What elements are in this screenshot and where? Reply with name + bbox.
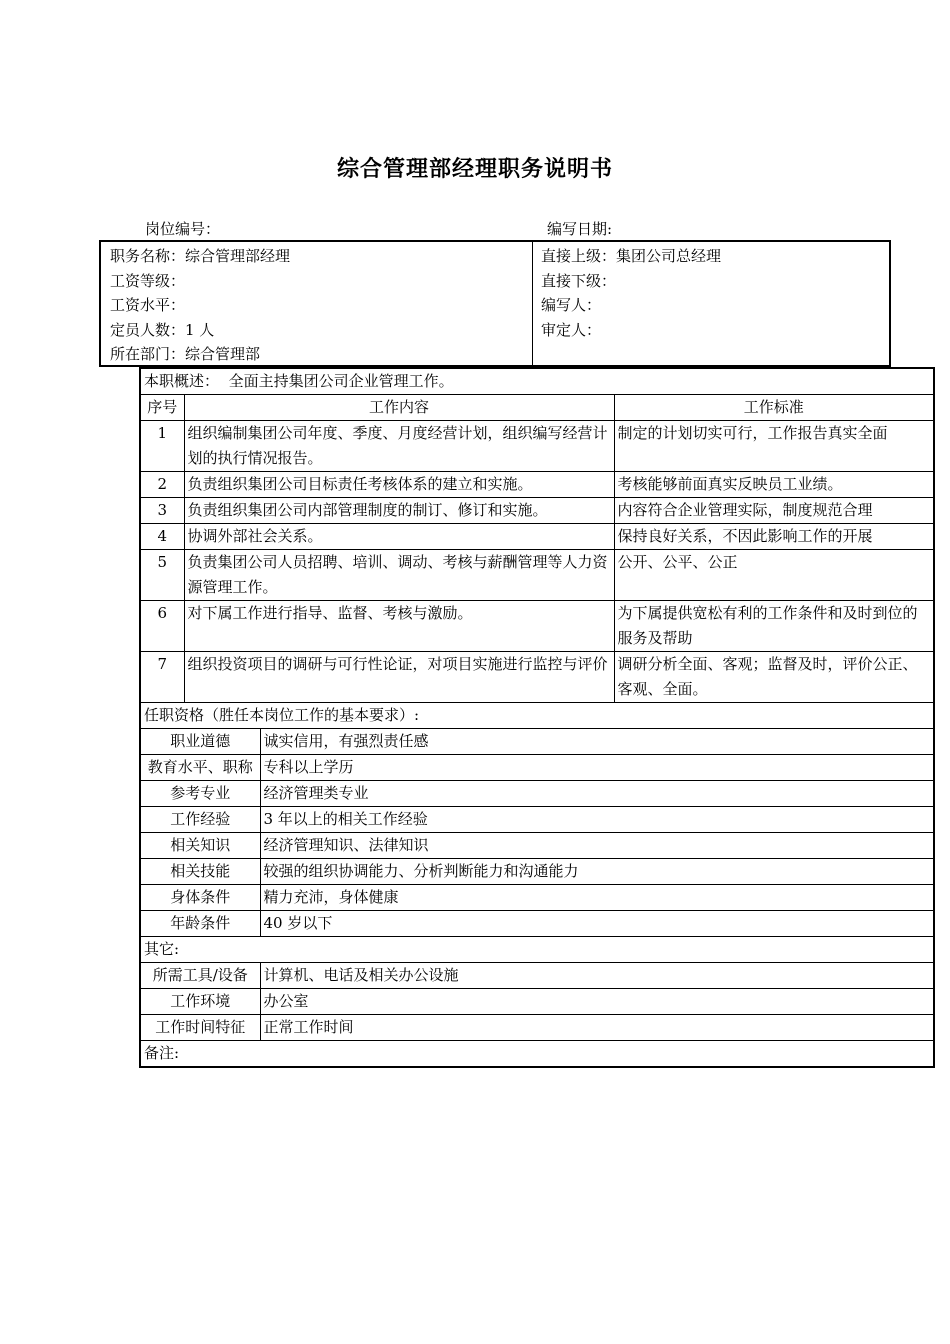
headcount-field: 定员人数：1 人	[110, 320, 215, 339]
duty-standard: 公开、公平、公正	[614, 550, 934, 601]
duty-row	[140, 524, 934, 550]
header-info-box	[99, 240, 891, 367]
qualification-value: 精力充沛，身体健康	[260, 885, 934, 911]
remarks-row	[140, 1041, 934, 1068]
direct-subordinate-field: 直接下级：	[541, 271, 617, 290]
duty-standard: 制定的计划切实可行，工作报告真实全面	[614, 421, 934, 472]
qualification-row	[140, 911, 934, 937]
col-header-content: 工作内容	[184, 395, 614, 421]
approver-field: 审定人：	[541, 320, 602, 339]
job-description-table	[139, 367, 935, 1068]
other-value: 正常工作时间	[260, 1015, 934, 1041]
other-row	[140, 1015, 934, 1041]
duty-number: 4	[140, 524, 184, 550]
duty-row	[140, 601, 934, 652]
qualification-row	[140, 807, 934, 833]
duty-row	[140, 472, 934, 498]
post-number-label: 岗位编号：	[145, 220, 221, 238]
duty-standard: 调研分析全面、客观；监督及时，评价公正、客观、全面。	[614, 652, 934, 703]
qualification-row	[140, 755, 934, 781]
duty-content: 组织投资项目的调研与可行性论证，对项目实施进行监控与评价	[184, 652, 614, 703]
salary-grade-field: 工资等级：	[110, 271, 186, 290]
duty-number: 2	[140, 472, 184, 498]
duty-standard: 考核能够前面真实反映员工业绩。	[614, 472, 934, 498]
duty-content: 负责组织集团公司内部管理制度的制订、修订和实施。	[184, 498, 614, 524]
summary-cell	[140, 368, 934, 395]
qualification-value: 经济管理知识、法律知识	[260, 833, 934, 859]
other-label: 工作时间特征	[140, 1015, 260, 1041]
other-row	[140, 989, 934, 1015]
col-header-no: 序号	[140, 395, 184, 421]
header-left-column	[101, 242, 533, 365]
qualifications-heading-row	[140, 703, 934, 729]
qualification-label: 年龄条件	[140, 911, 260, 937]
other-value: 办公室	[260, 989, 934, 1015]
direct-superior-field: 直接上级：集团公司总经理	[541, 247, 722, 265]
qualification-value: 较强的组织协调能力、分析判断能力和沟通能力	[260, 859, 934, 885]
qualification-value: 3 年以上的相关工作经验	[260, 807, 934, 833]
salary-level-field: 工资水平：	[110, 296, 186, 315]
other-label: 工作环境	[140, 989, 260, 1015]
other-row	[140, 963, 934, 989]
other-label: 所需工具/设备	[140, 963, 260, 989]
qualification-value: 经济管理类专业	[260, 781, 934, 807]
job-title-field: 职务名称：综合管理部经理	[110, 247, 291, 265]
duty-number: 3	[140, 498, 184, 524]
duty-standard: 内容符合企业管理实际，制度规范合理	[614, 498, 934, 524]
qualification-label: 参考专业	[140, 781, 260, 807]
duty-row	[140, 652, 934, 703]
header-right-column	[533, 242, 889, 365]
qualification-label: 职业道德	[140, 729, 260, 755]
duty-content: 组织编制集团公司年度、季度、月度经营计划，组织编写经营计划的执行情况报告。	[184, 421, 614, 472]
qualification-value: 诚实信用，有强烈责任感	[260, 729, 934, 755]
duty-content: 负责集团公司人员招聘、培训、调动、考核与薪酬管理等人力资源管理工作。	[184, 550, 614, 601]
qualification-row	[140, 781, 934, 807]
duty-row	[140, 498, 934, 524]
duty-standard: 为下属提供宽松有利的工作条件和及时到位的服务及帮助	[614, 601, 934, 652]
col-header-standard: 工作标准	[614, 395, 934, 421]
document-title: 综合管理部经理职务说明书	[336, 157, 613, 182]
other-heading: 其它:	[140, 937, 934, 963]
qualification-row	[140, 859, 934, 885]
qualification-row	[140, 885, 934, 911]
qualification-label: 工作经验	[140, 807, 260, 833]
duty-standard: 保持良好关系，不因此影响工作的开展	[614, 524, 934, 550]
other-value: 计算机、电话及相关办公设施	[260, 963, 934, 989]
qualification-label: 相关技能	[140, 859, 260, 885]
qualification-label: 身体条件	[140, 885, 260, 911]
summary-label: 本职概述：	[144, 372, 220, 390]
qualification-label: 教育水平、职称	[140, 755, 260, 781]
qualifications-heading: 任职资格（胜任本岗位工作的基本要求）:	[140, 703, 934, 729]
date-label: 编写日期:	[547, 220, 613, 238]
qualification-row	[140, 729, 934, 755]
duty-content: 对下属工作进行指导、监督、考核与激励。	[184, 601, 614, 652]
summary-text: 全面主持集团公司企业管理工作。	[228, 372, 454, 390]
duty-content: 负责组织集团公司目标责任考核体系的建立和实施。	[184, 472, 614, 498]
duty-row	[140, 421, 934, 472]
duties-header-row	[140, 395, 934, 421]
duty-number: 1	[140, 421, 184, 472]
qualification-label: 相关知识	[140, 833, 260, 859]
other-heading-row	[140, 937, 934, 963]
duty-row	[140, 550, 934, 601]
duty-number: 5	[140, 550, 184, 601]
summary-row	[140, 368, 934, 395]
duty-number: 6	[140, 601, 184, 652]
duty-content: 协调外部社会关系。	[184, 524, 614, 550]
qualification-value: 40 岁以下	[260, 911, 934, 937]
qualification-value: 专科以上学历	[260, 755, 934, 781]
duty-number: 7	[140, 652, 184, 703]
author-field: 编写人：	[541, 296, 602, 315]
department-field: 所在部门：综合管理部	[110, 345, 261, 364]
qualification-row	[140, 833, 934, 859]
remarks-label: 备注:	[140, 1041, 934, 1068]
